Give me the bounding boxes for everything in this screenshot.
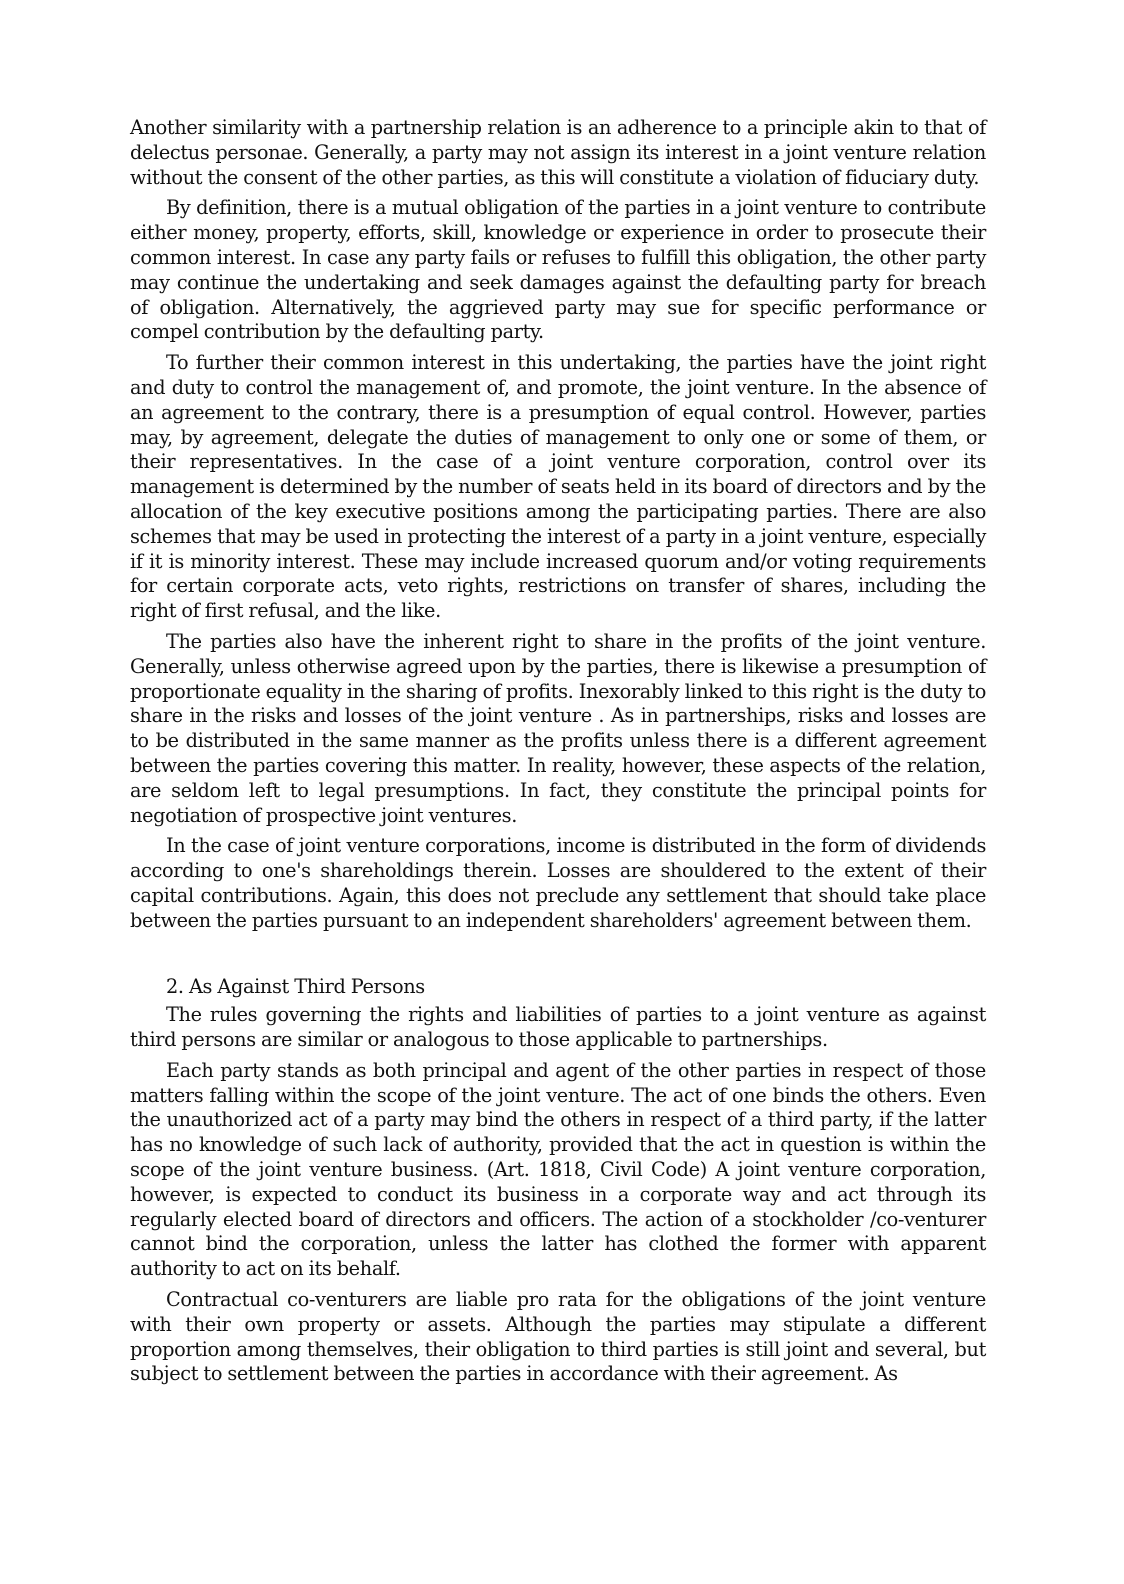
paragraph-third-persons-rules: The rules governing the rights and liabilities of parties to a joint venture as against third persons are similar or analogous to those applicable to partnerships. bbox=[130, 1003, 986, 1052]
paragraph-corporate-dividends: In the case of joint venture corporations, income is distributed in the form of dividends according to one's shareholdings therein. Losses are shouldered to the extent of their capital contributions. Again, this does not preclude any settlement that should take place between the parties pursuant to an independent shareholders' agreement between them. bbox=[130, 834, 986, 932]
paragraph-profit-sharing: The parties also have the inherent right to share in the profits of the joint venture. Generally, unless otherwise agreed upon by the parties, there is likewise a presumption of proportionate equality in the sharing of profits. Inexorably linked to this right is the duty to share in the risks and losses of the joint venture . As in partnerships, risks and losses are to be distributed in the same manner as the profits unless there is a different agreement between the parties covering this matter. In reality, however, these aspects of the relation, are seldom left to legal presumptions. In fact, they constitute the principal points for negotiation of prospective joint ventures. bbox=[130, 629, 986, 827]
paragraph-mutual-obligation: By definition, there is a mutual obligation of the parties in a joint venture to contribute either money, property, efforts, skill, knowledge or experience in order to prosecute their common interest. In case any party fails or refuses to fulfill this obligation, the other party may continue the undertaking and seek damages against the defaulting party for breach of obligation. Alternatively, the aggrieved party may sue for specific performance or compel contribution by the defaulting party. bbox=[130, 196, 986, 344]
document-page bbox=[130, 116, 986, 1393]
section-heading: 2. As Against Third Persons bbox=[166, 974, 425, 998]
paragraph-principal-agent: Each party stands as both principal and agent of the other parties in respect of those matters falling within the scope of the joint venture. The act of one binds the others. Even the unauthorized act of a party may bind the others in respect of a third party, if the latter has no knowledge of such lack of authority, provided that the act in question is within the scope of the joint venture business. (Art. 1818, Civil Code) A joint venture corporation, however, is expected to conduct its business in a corporate way and act through its regularly elected board of directors and officers. The action of a stockholder /co-venturer cannot bind the corporation, unless the latter has clothed the former with apparent authority to act on its behalf. bbox=[130, 1058, 986, 1281]
intro-paragraph: Another similarity with a partnership relation is an adherence to a principle akin to that of delectus personae. Generally, a party may not assign its interest in a joint venture relation without the consent of the other parties, as this will constitute a violation of fiduciary duty. bbox=[130, 116, 986, 189]
paragraph-management-control: To further their common interest in this undertaking, the parties have the joint right and duty to control the management of, and promote, the joint venture. In the absence of an agreement to the contrary, there is a presumption of equal control. However, parties may, by agreement, delegate the duties of management to only one or some of them, or their representatives. In the case of a joint venture corporation, control over its management is determined by the number of seats held in its board of directors and by the allocation of the key executive positions among the participating parties. There are also schemes that may be used in protecting the interest of a party in a joint venture, especially if it is minority interest. These may include increased quorum and/or voting requirements for certain corporate acts, veto rights, restrictions on transfer of shares, including the right of first refusal, and the like. bbox=[130, 351, 986, 623]
paragraph-pro-rata-liability: Contractual co-venturers are liable pro rata for the obligations of the joint venture with their own property or assets. Although the parties may stipulate a different proportion among themselves, their obligation to third parties is still joint and several, but subject to settlement between the parties in accordance with their agreement. As bbox=[130, 1288, 986, 1386]
